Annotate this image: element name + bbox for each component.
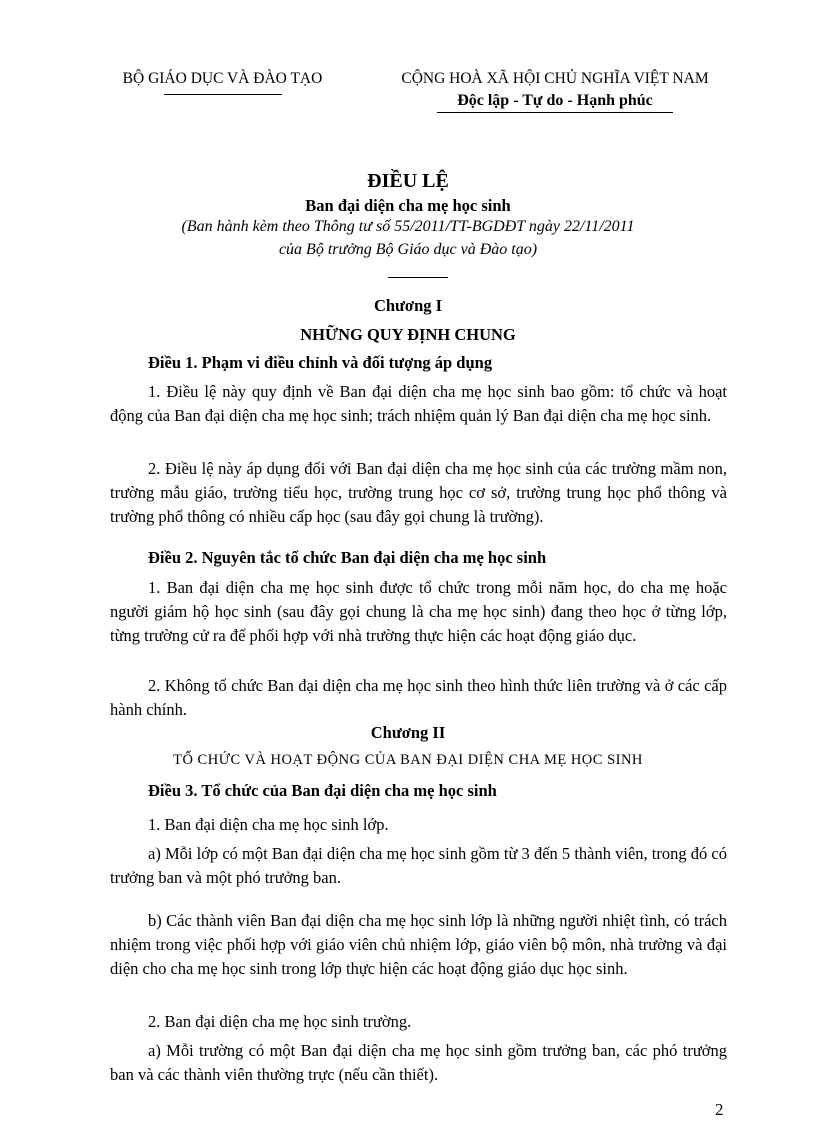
article3-paragraph2: 2. Ban đại diện cha mẹ học sinh trường. bbox=[148, 1012, 412, 1031]
page-number: 2 bbox=[715, 1100, 724, 1119]
article3-paragraph1: 1. Ban đại diện cha mẹ học sinh lớp. bbox=[148, 815, 389, 834]
article2-paragraph2: 2. Không tổ chức Ban đại diện cha mẹ học sinh theo hình thức liên trường và ở các cấp hành chính. bbox=[110, 676, 727, 719]
article1-heading: Điều 1. Phạm vi điều chỉnh và đối tượng áp dụng bbox=[148, 353, 493, 372]
article3-paragraph2a: a) Mỗi trường có một Ban đại diện cha mẹ học sinh gồm trưởng ban, các phó trưởng ban và các thành viên thường trực (nếu cần thiết). bbox=[110, 1041, 727, 1084]
chapter2-label: Chương II bbox=[370, 723, 446, 742]
ministry-underline bbox=[164, 94, 282, 95]
document-title: ĐIỀU LỆ bbox=[367, 170, 449, 192]
article2-heading: Điều 2. Nguyên tắc tổ chức Ban đại diện cha mẹ học sinh bbox=[148, 548, 547, 567]
ministry-header bbox=[100, 70, 345, 95]
national-header bbox=[380, 70, 730, 113]
chapter1-title: NHỮNG QUY ĐỊNH CHUNG bbox=[300, 325, 516, 344]
article3-paragraph1a: a) Mỗi lớp có một Ban đại diện cha mẹ học sinh gồm từ 3 đến 5 thành viên, trong đó có trưởng ban và một phó trưởng ban. bbox=[110, 844, 727, 887]
article3-heading: Điều 3. Tổ chức của Ban đại diện cha mẹ học sinh bbox=[148, 781, 497, 800]
article1-paragraph1: 1. Điều lệ này quy định về Ban đại diện cha mẹ học sinh bao gồm: tổ chức và hoạt động của Ban đại diện cha mẹ học sinh; trách nhiệm quản lý Ban đại diện cha mẹ học sinh. bbox=[110, 382, 727, 425]
chapter2-title: TỔ CHỨC VÀ HOẠT ĐỘNG CỦA BAN ĐẠI DIỆN CHA MẸ HỌC SINH bbox=[173, 752, 643, 768]
document-subtitle: Ban đại diện cha mẹ học sinh bbox=[305, 196, 511, 215]
article1-paragraph2: 2. Điều lệ này áp dụng đối với Ban đại diện cha mẹ học sinh của các trường mầm non, trường mẫu giáo, trường tiểu học, trường trung học cơ sở, trường trung học phổ thông và trường phổ thông có nhiều cấp học (sau đây gọi chung là trường). bbox=[110, 459, 727, 526]
issued-note-line1: (Ban hành kèm theo Thông tư số 55/2011/TT-BGDĐT ngày 22/11/2011 bbox=[181, 218, 635, 235]
article2-paragraph1: 1. Ban đại diện cha mẹ học sinh được tổ chức trong mỗi năm học, do cha mẹ hoặc người giám hộ học sinh (sau đây gọi chung là cha mẹ học sinh) đang theo học ở từng lớp, từng trường cử ra để phối hợp với nhà trường thực hiện các hoạt động giáo dục. bbox=[110, 578, 727, 645]
issued-note-line2: của Bộ trưởng Bộ Giáo dục và Đào tạo) bbox=[278, 241, 538, 258]
article3-paragraph1b: b) Các thành viên Ban đại diện cha mẹ học sinh lớp là những người nhiệt tình, có trách nhiệm trong việc phối hợp với giáo viên chủ nhiệm lớp, giáo viên bộ môn, nhà trường và đại diện cho cha mẹ học sinh trong lớp thực hiện các hoạt động giáo dục học sinh. bbox=[110, 911, 727, 978]
title-divider bbox=[388, 277, 448, 278]
chapter1-label: Chương I bbox=[373, 296, 443, 315]
republic-name: CỘNG HOÀ XÃ HỘI CHỦ NGHĨA VIỆT NAM bbox=[401, 70, 709, 87]
ministry-name: BỘ GIÁO DỤC VÀ ĐÀO TẠO bbox=[122, 70, 323, 87]
national-motto: Độc lập - Tự do - Hạnh phúc bbox=[457, 92, 653, 109]
motto-underline bbox=[437, 112, 673, 113]
